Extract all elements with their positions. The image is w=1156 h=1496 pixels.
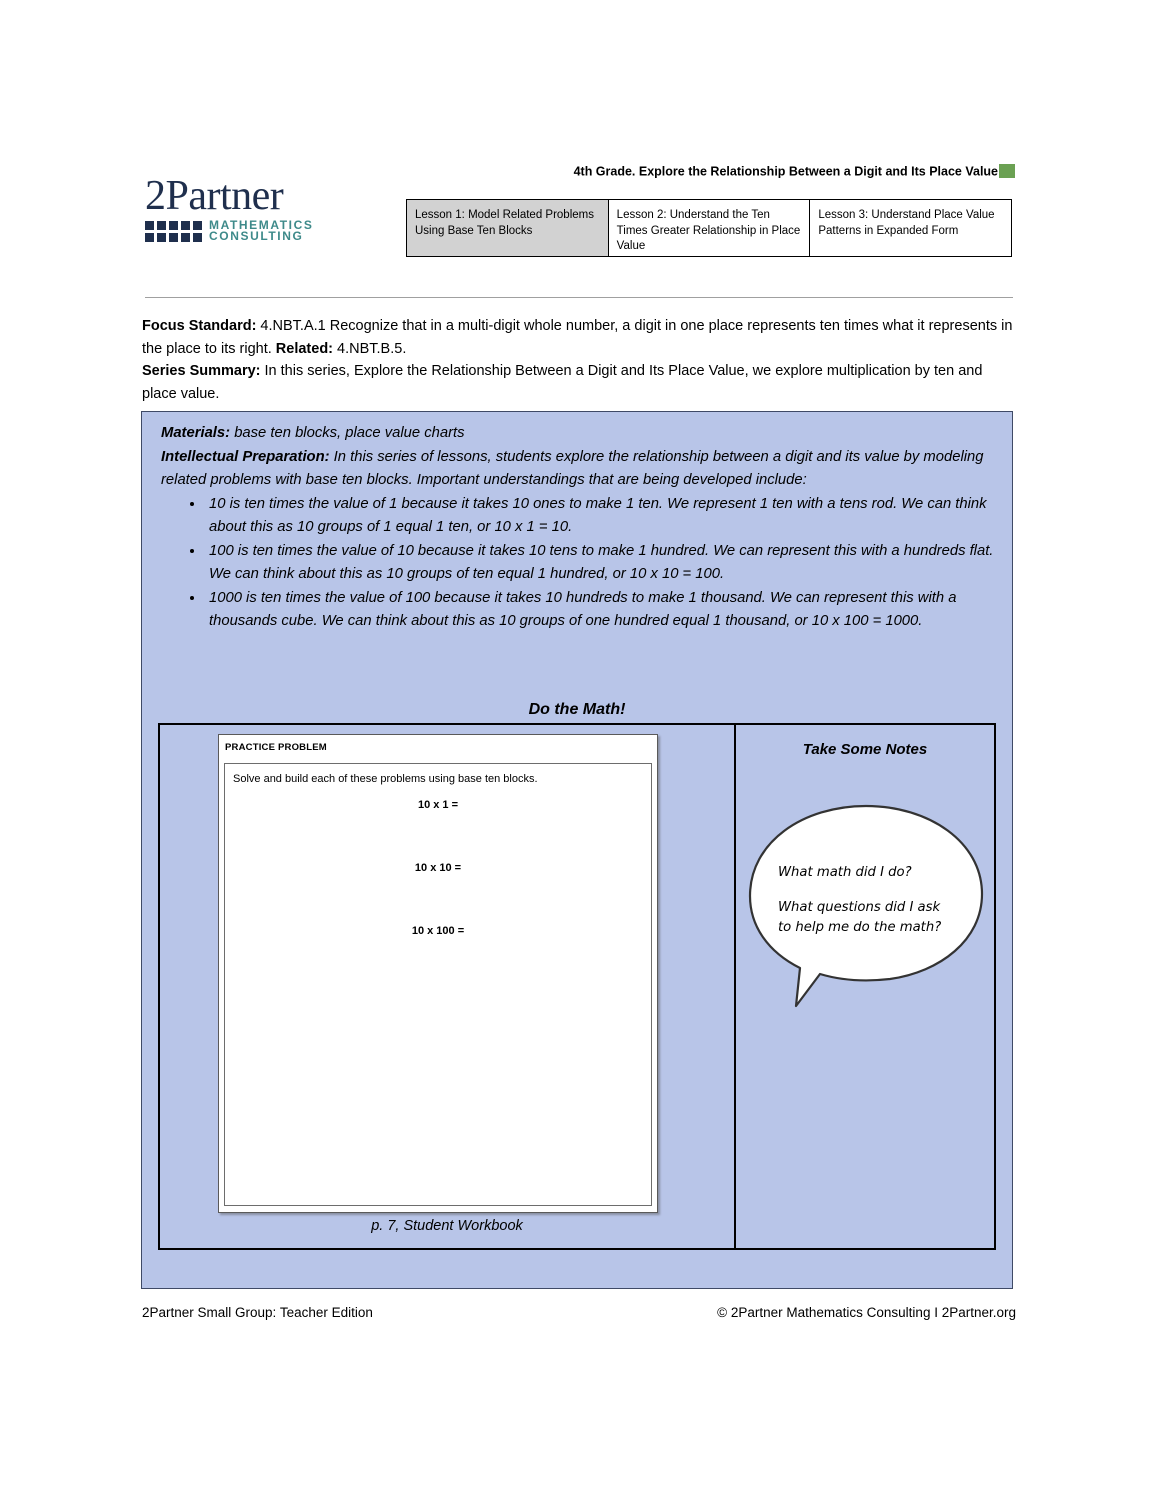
speech-bubble-text: [778, 863, 946, 938]
practice-problem-3: 10 x 100 =: [411, 925, 465, 937]
prep-text: In this series of lessons, students explore the relationship between a digit and its value by modeling related problems with base ten blocks. Important understandings that are being developed include:: [161, 448, 984, 488]
preparation-bullet-list: [161, 493, 999, 634]
take-notes-column: [736, 725, 994, 1248]
lesson-panel: [141, 411, 1013, 1289]
list-item: • 1000 is ten times the value of 100 because it takes 10 hundreds to make 1 thousand. We can represent this with a thousands cube. We can think about this as 10 groups of one hundred equal 1 thousand, or 10 x 100 = 1000.: [205, 587, 999, 634]
lesson-tab-3[interactable]: Lesson 3: Understand Place Value Patterns in Expanded Form: [810, 200, 1011, 256]
list-item: • 10 is ten times the value of 1 because it takes 10 ones to make 1 ten. We represent 1 ten with a tens rod. We can think about this as 10 groups of 1 equal 1 ten, or 10 x 1 = 10.: [205, 493, 999, 540]
practice-problem-body: [224, 763, 652, 1206]
brand-logo: [145, 175, 320, 242]
logo-squares-icon: [145, 221, 202, 242]
do-the-math-heading: Do the Math!: [528, 701, 626, 718]
logo-subtitle: [209, 220, 313, 242]
logo-subtitle-line1: MATHEMATICS: [209, 218, 314, 232]
practice-problem-card: [218, 734, 658, 1213]
page-title: [411, 164, 1015, 179]
logo-wordmark: 2Partner: [145, 173, 284, 219]
materials-label: Materials:: [161, 425, 231, 441]
logo-subtitle-line2: CONSULTING: [209, 229, 304, 243]
speech-bubble: [744, 800, 988, 1025]
lesson-tabs: [406, 199, 1012, 257]
related-standard-label: Related:: [275, 340, 334, 357]
focus-standard-line: [142, 315, 1016, 360]
practice-problem-header: PRACTICE PROBLEM: [225, 742, 327, 753]
preparation-block: [161, 422, 999, 634]
page-header: [141, 160, 1015, 280]
bubble-question-2: What questions did I ask to help me do the math?: [778, 900, 942, 935]
practice-problem-column: [160, 725, 736, 1248]
focus-standard-label: Focus Standard:: [142, 318, 257, 334]
materials-line: [161, 422, 999, 446]
series-summary-line: [142, 360, 1016, 405]
accent-swatch-icon: [999, 164, 1015, 178]
practice-problem-2: 10 x 10 =: [414, 862, 462, 874]
related-standard-text: 4.NBT.B.5.: [333, 340, 407, 357]
list-item: • 100 is ten times the value of 10 because it takes 10 tens to make 1 hundred. We can represent this with a hundreds flat. We can think about this as 10 groups of ten equal 1 hundred, or 10 x 10 = 100.: [205, 540, 999, 587]
prep-label: Intellectual Preparation:: [161, 448, 330, 465]
footer-edition-label: 2Partner Small Group: Teacher Edition: [142, 1305, 373, 1320]
header-divider: [145, 297, 1013, 298]
practice-problem-1: 10 x 1 =: [417, 799, 459, 811]
intellectual-preparation-line: [161, 446, 999, 493]
focus-standard-text: 4.NBT.A.1 Recognize that in a multi-digit whole number, a digit in one place represents ten times what it represents in the place to its right.: [142, 318, 1013, 357]
practice-problem-caption: p. 7, Student Workbook: [371, 1218, 523, 1234]
practice-instruction: Solve and build each of these problems using base ten blocks.: [233, 773, 538, 785]
take-notes-heading: Take Some Notes: [802, 741, 928, 758]
materials-text: base ten blocks, place value charts: [230, 425, 465, 441]
footer-copyright: © 2Partner Mathematics Consulting I 2Partner.org: [717, 1305, 1016, 1320]
bubble-question-1: What math did I do?: [778, 865, 912, 880]
series-summary-text: In this series, Explore the Relationship Between a Digit and Its Place Value, we explore multiplication by ten and place value.: [142, 363, 983, 402]
standards-block: [142, 315, 1016, 405]
page-title-text: 4th Grade. Explore the Relationship Between a Digit and Its Place Value: [573, 164, 998, 179]
do-the-math-table: [158, 723, 996, 1250]
lesson-tab-2[interactable]: Lesson 2: Understand the Ten Times Greater Relationship in Place Value: [609, 200, 811, 256]
series-summary-label: Series Summary:: [142, 363, 261, 379]
lesson-tab-1[interactable]: Lesson 1: Model Related Problems Using Base Ten Blocks: [407, 200, 609, 256]
